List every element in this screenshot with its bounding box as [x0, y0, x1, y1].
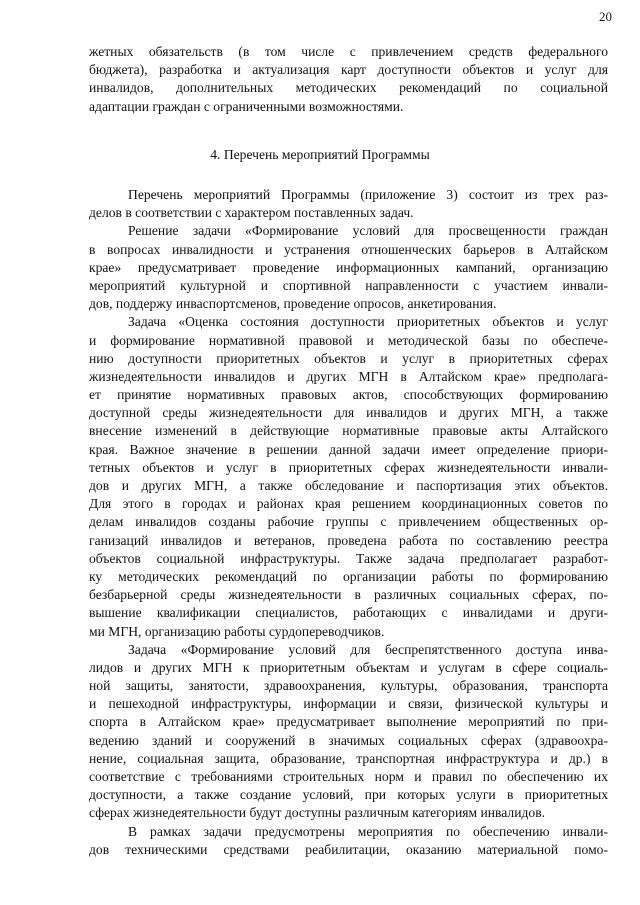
text-line: дов техническими средствами реабилитации, оказанию материальной помо- [89, 841, 608, 857]
text-line: ку методических рекомендаций по организации работы по формированию [89, 568, 608, 584]
text-line: крае» предусматривает проведение информационных кампаний, организацию [89, 259, 608, 275]
text-line: лидов и других МГН к приоритетным объектам и услугам в сфере социаль- [89, 659, 608, 675]
text-line: мероприятий культурной и спортивной направленности с участием инвали- [89, 277, 608, 293]
text-line: и пешеходной инфраструктуры, информации и связи, физической культуры и [89, 696, 608, 712]
text-line: нию доступности приоритетных объектов и услуг в приоритетных сферах [89, 350, 608, 366]
text-line: жетных обязательств (в том числе с привлечением средств федерального [89, 44, 608, 59]
text-line: Для этого в городах и районах края решением координационных советов по [89, 496, 608, 512]
text-line: внесение изменений в действующие нормативные правовые акты Алтайского [89, 423, 608, 439]
text-line: адаптации граждан с ограниченными возможностями. [89, 98, 404, 114]
text-line: сферах жизнедеятельности будут доступны различным категориям инвалидов. [89, 805, 546, 821]
text-line: тетных объектов и услуг в приоритетных сферах жизнедеятельности инвали- [89, 459, 608, 475]
text-line: В рамках задачи предусмотрены мероприятия по обеспечению инвали- [128, 823, 608, 839]
text-line: жизнедеятельности инвалидов и других МГН в Алтайском крае» предполага- [89, 368, 608, 384]
text-line: инвалидов, дополнительных методических рекомендаций по социальной [89, 80, 608, 96]
text-line: делам инвалидов созданы рабочие группы с привлечением общественных ор- [89, 514, 608, 530]
text-line: Задача «Оценка состояния доступности приоритетных объектов и услуг [128, 314, 608, 330]
text-line: безбарьерной среды жизнедеятельности в различных социальных сферах, по- [89, 587, 608, 603]
text-line: дов, поддержу инваспортсменов, проведение опросов, анкетирования. [89, 296, 497, 312]
text-line: доступной среды жизнедеятельности для инвалидов и других МГН, а также [89, 405, 608, 421]
text-line: вышение квалификации специалистов, работающих с инвалидами и други- [89, 605, 608, 621]
text-line: делов в соответствии с характером поставленных задач. [89, 205, 414, 221]
intro-paragraph [89, 43, 608, 116]
text-line: доступности, а также создание условий, при которых услуги в приоритетных [89, 787, 608, 803]
text-line: ной защиты, занятости, здравоохранения, культуры, образования, транспорта [89, 678, 608, 694]
section-heading: 4. Перечень мероприятий Программы [210, 147, 430, 162]
paragraph [89, 641, 608, 823]
text-line: спорта в Алтайском крае» предусматривает выполнение мероприятий по при- [89, 714, 608, 730]
text-line: ми МГН, организацию работы сурдопереводчиков. [89, 623, 385, 639]
text-line: в вопросах инвалидности и устранения отношенческих барьеров в Алтайском [89, 241, 608, 257]
page-number: 20 [599, 9, 612, 24]
text-line: соответствие с требованиями строительных норм и правил по обеспечению их [89, 769, 608, 784]
text-line: Задача «Формирование условий для беспрепятственного доступа инва- [128, 641, 608, 657]
paragraph [89, 186, 608, 222]
body-text [89, 186, 608, 859]
text-line: объектов социальной инфраструктуры. Также задача предполагает разработ- [89, 550, 608, 566]
paragraph [89, 823, 608, 859]
text-line: ганизаций инвалидов и ветеранов, проведена работа по составлению реестра [89, 532, 608, 548]
text-line: нение, социальная защита, образование, транспортная инфраструктура и др.) в [89, 750, 608, 766]
text-line: Перечень мероприятий Программы (приложение 3) состоит из трех раз- [128, 187, 608, 202]
text-line: ет принятие нормативных правовых актов, способствующих формированию [89, 387, 608, 403]
text-line: ведению зданий и сооружений в значимых социальных сферах (здравоохра- [89, 732, 608, 748]
text-line: и формирование нормативной правовой и методической базы по обеспече- [89, 332, 608, 348]
text-line: бюджета), разработка и актуализация карт доступности объектов и услуг для [89, 62, 608, 78]
text-line: Решение задачи «Формирование условий для просвещенности граждан [128, 223, 608, 239]
paragraph [89, 313, 608, 640]
paragraph [89, 222, 608, 313]
text-line: дов и других МГН, а также обследование и паспортизация этих объектов. [89, 478, 608, 493]
text-line: края. Важное значение в решении данной задачи имеет определение приори- [89, 441, 608, 457]
